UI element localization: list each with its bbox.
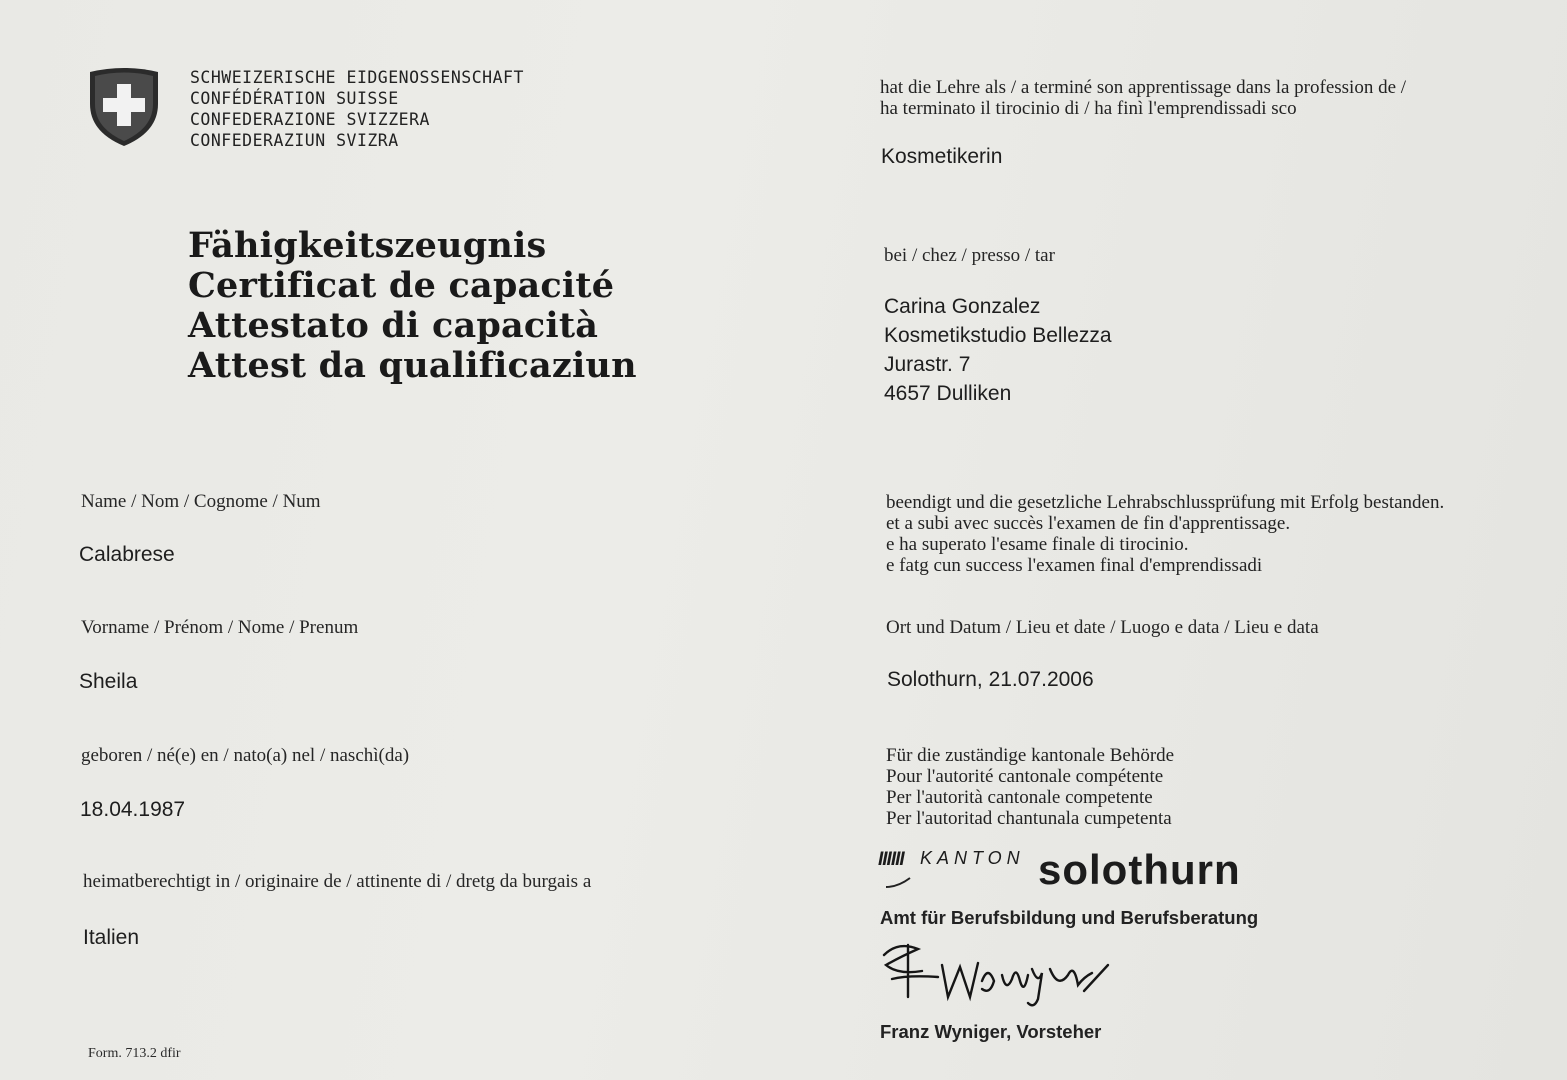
employer-line: Kosmetikstudio Bellezza bbox=[884, 324, 1112, 347]
completion-line: et a subi avec succès l'examen de fin d'apprentissage. bbox=[886, 513, 1291, 534]
title-line-de: Fähigkeitszeugnis bbox=[188, 225, 547, 266]
place-date-value: Solothurn, 21.07.2006 bbox=[887, 668, 1094, 691]
authority-line: Per l'autorità cantonale competente bbox=[886, 787, 1153, 808]
document-title bbox=[188, 226, 637, 386]
authority-line: Für die zuständige kantonale Behörde bbox=[886, 745, 1175, 766]
born-value: 18.04.1987 bbox=[80, 798, 186, 821]
completion-line: e ha superato l'esame finale di tirocinio. bbox=[886, 534, 1189, 555]
kanton-word: KANTON bbox=[920, 848, 1025, 868]
born-label: geboren / né(e) en / nato(a) nel / naschì(da) bbox=[81, 745, 410, 766]
employer-label: bei / chez / presso / tar bbox=[884, 245, 1055, 266]
completion-line: e fatg cun success l'examen final d'emprendissadi bbox=[886, 555, 1263, 576]
origin-value: Italien bbox=[83, 926, 140, 949]
authority-line: Per l'autoritad chantunala cumpetenta bbox=[886, 808, 1172, 829]
signatory-name: Franz Wyniger, Vorsteher bbox=[880, 1021, 1102, 1042]
employer-address bbox=[884, 292, 1112, 408]
confederation-line: SCHWEIZERISCHE EIDGENOSSENSCHAFT bbox=[190, 68, 524, 87]
firstname-label: Vorname / Prénom / Nome / Prenum bbox=[81, 617, 359, 638]
intro-line: hat die Lehre als / a terminé son apprentissage dans la profession de / bbox=[880, 77, 1407, 98]
employer-line: 4657 Dulliken bbox=[884, 382, 1012, 405]
completion-statement bbox=[886, 492, 1444, 576]
name-label: Name / Nom / Cognome / Num bbox=[81, 491, 321, 512]
employer-line: Jurastr. 7 bbox=[884, 353, 971, 376]
profession-value: Kosmetikerin bbox=[881, 145, 1003, 168]
solothurn-word: solothurn bbox=[1038, 846, 1241, 893]
title-line-it: Attestato di capacità bbox=[188, 305, 599, 346]
form-number: Form. 713.2 dfir bbox=[88, 1046, 181, 1061]
swiss-cross-shield-icon bbox=[86, 66, 162, 148]
authority-statement bbox=[886, 745, 1174, 829]
intro-line: ha terminato il tirocinio di / ha finì l'emprendissadi sco bbox=[880, 98, 1297, 119]
firstname-value: Sheila bbox=[79, 670, 138, 693]
origin-label: heimatberechtigt in / originaire de / attinente di / dretg da burgais a bbox=[83, 871, 592, 892]
confederation-line: CONFEDERAZIUN SVIZRA bbox=[190, 131, 399, 150]
handwritten-signature-icon bbox=[878, 935, 1138, 1015]
kanton-marks: IIIIII bbox=[878, 849, 904, 870]
title-line-rm: Attest da qualificaziun bbox=[188, 345, 637, 386]
name-value: Calabrese bbox=[79, 543, 175, 566]
confederation-line: CONFEDERAZIONE SVIZZERA bbox=[190, 110, 430, 129]
kanton-solothurn-logo bbox=[878, 845, 1298, 895]
apprenticeship-intro bbox=[880, 77, 1406, 119]
office-name: Amt für Berufsbildung und Berufsberatung bbox=[880, 907, 1259, 928]
completion-line: beendigt und die gesetzliche Lehrabschlussprüfung mit Erfolg bestanden. bbox=[886, 492, 1445, 513]
title-line-fr: Certificat de capacité bbox=[188, 265, 615, 306]
logo-swoosh-icon bbox=[884, 875, 914, 889]
place-date-label: Ort und Datum / Lieu et date / Luogo e data / Lieu e data bbox=[886, 617, 1319, 638]
confederation-heading bbox=[190, 67, 524, 151]
authority-line: Pour l'autorité cantonale compétente bbox=[886, 766, 1164, 787]
confederation-line: CONFÉDÉRATION SUISSE bbox=[190, 89, 399, 108]
employer-line: Carina Gonzalez bbox=[884, 295, 1041, 318]
